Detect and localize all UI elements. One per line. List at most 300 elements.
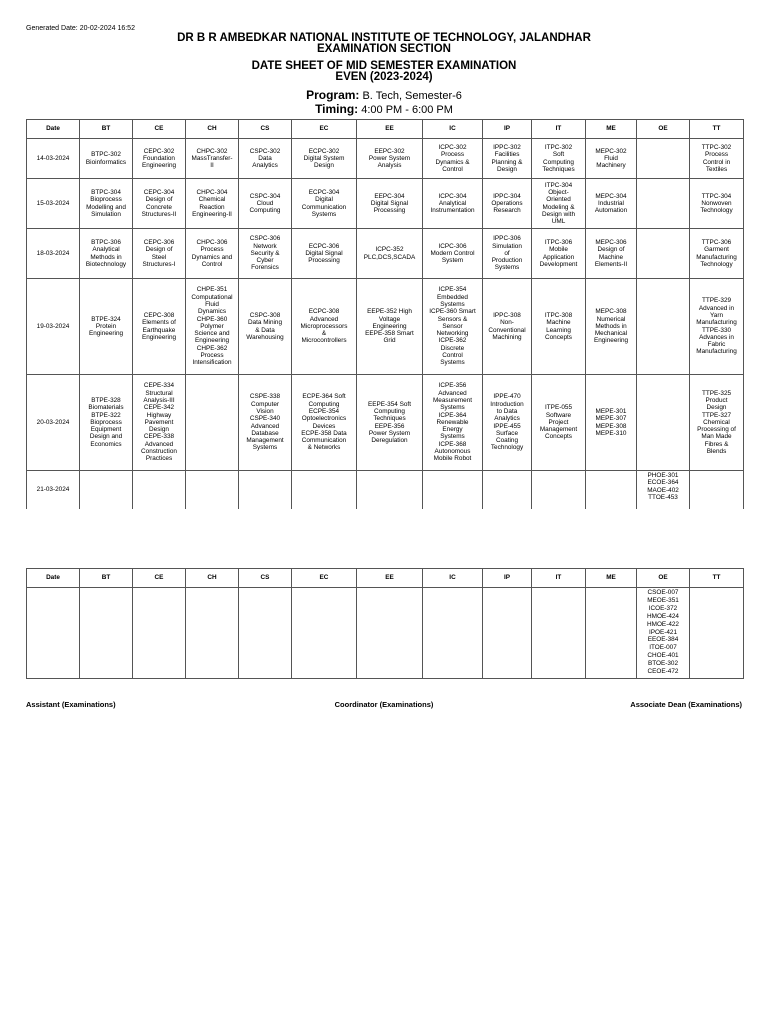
course-cell [532, 139, 586, 179]
course-text: TTPC-306 [701, 238, 732, 246]
course-text: & Data [255, 326, 275, 334]
exam-date: 18-03-2024 [27, 229, 80, 279]
course-cell [483, 229, 532, 279]
course-text: Systems [440, 404, 465, 412]
course-cell [239, 471, 292, 509]
course-text: Earthquake [142, 326, 176, 334]
course-text: Elements-II [594, 260, 628, 268]
course-cell [133, 139, 186, 179]
course-text: EEPC-302 [374, 147, 405, 155]
course-text: Digital System [303, 154, 345, 162]
course-cell [423, 375, 483, 471]
course-text: Communication [301, 437, 347, 445]
course-text: Forensics [251, 264, 279, 272]
course-text: Techniques [373, 415, 406, 423]
table-row [27, 229, 744, 279]
course-text: Construction [141, 448, 177, 456]
course-text: EEPE-354 Soft [368, 400, 411, 408]
column-header-me: ME [586, 569, 637, 588]
course-text: Engineering [141, 333, 177, 341]
course-text: Analytical [438, 199, 467, 207]
column-header-ec: EC [292, 120, 357, 139]
course-cell [690, 139, 744, 179]
column-header-it: IT [532, 120, 586, 139]
course-cell [80, 229, 133, 279]
course-text: Processing of [697, 426, 736, 434]
course-text: EEPE-352 High [367, 308, 412, 316]
course-text: Bioprocess [90, 196, 122, 204]
course-text: Measurement [432, 396, 473, 404]
course-cell [239, 139, 292, 179]
course-text: Blends [706, 448, 727, 456]
course-cell [80, 139, 133, 179]
course-text: MEPC-306 [595, 238, 627, 246]
course-text: Design [706, 404, 727, 412]
course-cell [423, 588, 483, 679]
course-text: Intensification [192, 359, 232, 367]
exam-date: 20-03-2024 [27, 375, 80, 471]
course-cell [423, 139, 483, 179]
course-text: Operations [491, 199, 523, 207]
course-text: Design with [541, 210, 576, 218]
course-text: Network [253, 242, 277, 250]
course-text: Bioprocess [90, 418, 122, 426]
program-line [0, 89, 768, 102]
course-text: Sensor [442, 322, 463, 330]
course-text: Techniques [542, 165, 575, 173]
course-text: Methods in [90, 253, 122, 261]
course-text: to Data [496, 407, 518, 415]
course-text: Modern Control [430, 249, 475, 257]
course-text: CEPC-302 [143, 147, 175, 155]
column-header-ec: EC [292, 569, 357, 588]
course-text: ECPC-304 [308, 188, 340, 196]
course-text: Fabric [707, 341, 726, 349]
column-header-tt: TT [690, 569, 744, 588]
timing-label: Timing: [315, 102, 359, 116]
course-text: Reaction [199, 203, 225, 211]
course-cell [690, 375, 744, 471]
course-text: Optoelectronics [301, 415, 347, 423]
course-text: IPPE-455 [493, 422, 521, 430]
course-cell [637, 279, 690, 375]
course-text: CHPC-304 [196, 188, 228, 196]
course-text: MEPE-301 [595, 407, 627, 415]
table-header-row [27, 120, 744, 139]
course-text: CHPE-360 [196, 315, 228, 323]
course-cell [133, 375, 186, 471]
course-text: Security & [250, 249, 280, 257]
course-text: Object- [548, 188, 569, 196]
course-text: Mobile [549, 246, 568, 254]
course-text: Computing [249, 207, 281, 215]
course-text: ICPC-304 [438, 192, 467, 200]
course-cell [637, 375, 690, 471]
course-text: ICPE-364 [438, 411, 467, 419]
course-text: Manufacturing [696, 348, 737, 356]
course-text: System [441, 257, 464, 265]
course-text: ITPC-302 [544, 143, 573, 151]
course-text: Design of [145, 196, 173, 204]
course-text: Design of [597, 246, 625, 254]
course-cell [133, 588, 186, 679]
course-text: Fibres & [704, 440, 729, 448]
course-text: Sensors & [437, 315, 468, 323]
course-cell [483, 139, 532, 179]
course-text: Discrete [440, 344, 465, 352]
course-text: Non- [500, 319, 514, 327]
course-text: Conventional [488, 326, 526, 334]
course-text: CHPE-351 [196, 286, 228, 294]
course-text: Database [251, 429, 279, 437]
course-text: Economics [90, 440, 122, 448]
course-cell [239, 588, 292, 679]
column-header-date: Date [27, 120, 80, 139]
course-text: ECPE-364 Soft [302, 393, 346, 401]
course-text: Grid [383, 337, 396, 345]
course-text: Nonwoven [701, 199, 732, 207]
column-header-bt: BT [80, 120, 133, 139]
column-header-ip: IP [483, 569, 532, 588]
course-text: CEPE-342 [143, 404, 175, 412]
course-cell [586, 279, 637, 375]
course-text: & [321, 330, 327, 338]
course-cell [637, 139, 690, 179]
course-text: Advanced in [698, 304, 735, 312]
course-cell [292, 229, 357, 279]
course-text: Systems [440, 300, 465, 308]
course-cell [80, 588, 133, 679]
course-text: Data Mining [247, 319, 283, 327]
course-text: Development [539, 260, 578, 268]
course-cell [186, 179, 239, 229]
course-text: Production [491, 257, 523, 265]
course-text: Application [542, 253, 575, 261]
course-text: Computing [374, 407, 405, 415]
course-text: Advances in [699, 333, 734, 341]
course-text: Process [200, 352, 224, 360]
course-text: ECPE-354 [308, 407, 340, 415]
column-header-oe: OE [637, 120, 690, 139]
course-cell [357, 179, 423, 229]
course-cell [532, 279, 586, 375]
course-text: HMOE-422 [647, 620, 679, 628]
course-text: CEPC-306 [143, 238, 175, 246]
course-text: Management [539, 426, 578, 434]
course-text: Renewable [436, 418, 469, 426]
course-text: ICOE-372 [648, 604, 678, 612]
table-row [27, 279, 744, 375]
course-text: Computing [308, 400, 340, 408]
course-text: MEOE-351 [647, 596, 679, 604]
course-text: ITPC-304 [544, 181, 573, 189]
course-cell [80, 179, 133, 229]
course-text: Instrumentation [430, 207, 475, 215]
program-label: Program: [306, 88, 360, 102]
course-text: Methods in [595, 322, 627, 330]
dean-signature: Associate Dean (Examinations) [630, 700, 742, 709]
course-text: Processing [308, 257, 340, 265]
course-text: Foundation [143, 154, 175, 162]
course-text: Simulation [91, 210, 121, 218]
course-text: Fluid [604, 154, 618, 162]
datesheet-heading: DATE SHEET OF MID SEMESTER EXAMINATION [251, 60, 517, 72]
course-text: Design of [145, 246, 173, 254]
table-row [27, 139, 744, 179]
course-text: Systems [494, 264, 520, 272]
course-text: Design [497, 165, 517, 173]
course-text: IPOE-421 [648, 628, 678, 636]
course-text: Polymer [200, 322, 224, 330]
course-text: Engineering [88, 330, 124, 338]
course-text: Manufacturing [696, 253, 737, 261]
institute-title [0, 33, 768, 55]
course-text: TTPE-330 [701, 326, 732, 334]
course-cell [586, 375, 637, 471]
column-header-ce: CE [133, 569, 186, 588]
assistant-signature: Assistant (Examinations) [26, 700, 116, 709]
course-text: Modeling & [542, 203, 575, 211]
course-text: UML [551, 218, 566, 226]
course-text: ECOE-364 [647, 479, 679, 487]
course-text: ICPE-356 [438, 382, 467, 390]
course-cell [423, 179, 483, 229]
course-text: CEPC-304 [143, 188, 175, 196]
generated-date: Generated Date: 20-02-2024 16:52 [26, 25, 135, 32]
course-text: Engineering-II [192, 210, 232, 218]
course-text: Advanced [438, 389, 467, 397]
course-text: ECPE-358 Data [301, 429, 347, 437]
course-text: Learning [546, 326, 571, 334]
course-text: IPPC-304 [493, 192, 521, 200]
course-cell [690, 588, 744, 679]
course-text: PLC,DCS,SCADA [363, 253, 416, 261]
timing-value: 4:00 PM - 6:00 PM [358, 104, 453, 116]
course-text: Analysis-III [143, 396, 175, 404]
course-text: Science and [194, 330, 230, 338]
course-text: Systems [311, 210, 337, 218]
course-text: EEPC-304 [374, 192, 405, 200]
course-text: Systems [440, 433, 465, 441]
course-text: Design and [89, 433, 123, 441]
course-cell [690, 229, 744, 279]
course-text: Digital [315, 196, 333, 204]
course-text: Process [704, 151, 729, 159]
course-cell [133, 471, 186, 509]
course-text: MEPC-304 [595, 192, 627, 200]
course-text: Microprocessors [300, 322, 348, 330]
course-text: TTPE-325 [701, 389, 732, 397]
course-text: Biotechnology [85, 260, 127, 268]
institute-name: DR B R AMBEDKAR NATIONAL INSTITUTE OF TECHNOLOGY, JALANDHAR [177, 32, 591, 44]
course-cell [292, 179, 357, 229]
course-text: TTOE-453 [648, 493, 678, 501]
course-text: Product [705, 396, 728, 404]
course-cell [637, 229, 690, 279]
course-text: Analysis [377, 162, 402, 170]
course-cell [292, 279, 357, 375]
course-text: Deregulation [371, 437, 408, 445]
course-text: MEPE-310 [595, 429, 627, 437]
course-cell [239, 229, 292, 279]
course-text: MEPC-302 [595, 147, 627, 155]
course-cell [133, 229, 186, 279]
course-text: ECPC-302 [308, 147, 340, 155]
column-header-cs: CS [239, 120, 292, 139]
course-text: Systems [440, 359, 465, 367]
course-text: IPPC-306 [493, 235, 521, 243]
table-row [27, 179, 744, 229]
table-row [27, 588, 744, 679]
course-text: Dynamics [197, 308, 227, 316]
course-text: Structural [145, 389, 173, 397]
course-cell [186, 229, 239, 279]
course-cell [186, 471, 239, 509]
course-text: Elements of [142, 319, 176, 327]
course-text: Control [201, 260, 223, 268]
course-text: Systems [252, 444, 278, 452]
course-text: Garment [704, 246, 729, 254]
course-text: Machine [598, 253, 624, 261]
column-header-ch: CH [186, 120, 239, 139]
course-text: Mobile Robot [433, 455, 472, 463]
course-text: Surface [495, 429, 519, 437]
course-text: CSPC-304 [249, 192, 281, 200]
course-text: Technology [700, 260, 733, 268]
course-text: Manufacturing [696, 319, 737, 327]
course-cell [637, 471, 690, 509]
course-cell [423, 229, 483, 279]
course-text: Advanced [144, 440, 174, 448]
course-text: Structures-I [142, 260, 176, 268]
course-text: Dynamics & [435, 158, 470, 166]
course-text: Simulation [492, 242, 522, 250]
course-cell [292, 588, 357, 679]
course-text: ICPC-306 [438, 242, 467, 250]
course-text: Concepts [545, 333, 572, 341]
course-text: IPPC-308 [493, 311, 521, 319]
course-text: Steel [151, 253, 167, 261]
column-header-ee: EE [357, 120, 423, 139]
course-text: Structures-II [141, 210, 177, 218]
course-text: MEPE-307 [595, 415, 627, 423]
course-text: Warehousing [246, 333, 284, 341]
course-text: Machinery [596, 162, 626, 170]
course-text: Planning & [491, 158, 523, 166]
course-text: Computer [250, 400, 280, 408]
course-cell [292, 139, 357, 179]
course-text: ITPC-306 [544, 238, 573, 246]
course-text: MassTransfer- [191, 154, 233, 162]
course-text: Oriented [546, 196, 571, 204]
course-cell [357, 375, 423, 471]
course-text: Machine [546, 319, 571, 327]
course-cell [586, 471, 637, 509]
course-text: Textiles [705, 165, 728, 173]
column-header-ce: CE [133, 120, 186, 139]
course-text: Project [548, 418, 569, 426]
course-text: Modelling and [86, 203, 126, 211]
datesheet-title [0, 61, 768, 83]
course-cell [357, 139, 423, 179]
course-text: Voltage [378, 315, 401, 323]
course-cell [483, 471, 532, 509]
course-text: ITPC-308 [544, 311, 573, 319]
course-text: EEPE-358 Smart [365, 330, 414, 338]
course-text: PHOE-301 [647, 472, 679, 479]
column-header-ch: CH [186, 569, 239, 588]
course-text: Autonomous [434, 448, 471, 456]
course-cell [357, 588, 423, 679]
course-text: Facilities [494, 151, 520, 159]
course-text: Advanced [309, 315, 339, 323]
course-cell [483, 179, 532, 229]
course-text: CEPE-338 [143, 433, 175, 441]
course-text: Highway [146, 411, 172, 419]
course-text: Practices [145, 455, 173, 463]
column-header-tt: TT [690, 120, 744, 139]
course-cell [357, 279, 423, 375]
course-text: MAOE-402 [647, 486, 679, 494]
course-cell [357, 471, 423, 509]
course-text: MEPE-308 [595, 422, 627, 430]
course-text: Software [545, 411, 572, 419]
table-row [27, 471, 744, 509]
course-text: BTPE-328 [91, 396, 121, 404]
course-text: II [210, 162, 214, 170]
course-text: Devices [312, 422, 336, 430]
course-text: Technology [700, 207, 733, 215]
timing-line [0, 103, 768, 116]
course-cell [690, 471, 744, 509]
course-text: Yarn [709, 311, 724, 319]
course-text: Digital Signal [370, 199, 409, 207]
course-text: Analytics [494, 415, 520, 423]
course-text: MEPC-308 [595, 308, 627, 316]
course-text: Dynamics and [191, 253, 233, 261]
course-cell [80, 375, 133, 471]
course-cell [186, 588, 239, 679]
course-cell [483, 375, 532, 471]
course-text: Man Made [701, 433, 732, 441]
course-text: ICPE-360 Smart [429, 308, 476, 316]
course-text: Networking [436, 330, 469, 338]
column-header-oe: OE [637, 569, 690, 588]
course-text: CSPE-340 [249, 415, 281, 423]
course-text: CHOE-401 [647, 652, 679, 660]
course-text: Digital Signal [305, 249, 343, 257]
column-header-ip: IP [483, 120, 532, 139]
datesheet-table-continuation [26, 568, 744, 679]
course-text: Communication [301, 203, 347, 211]
course-cell [186, 139, 239, 179]
column-header-it: IT [532, 569, 586, 588]
course-text: Engineering [141, 162, 177, 170]
session-label: EVEN (2023-2024) [335, 71, 433, 83]
course-text: Bioinformatics [85, 158, 127, 166]
course-cell [423, 471, 483, 509]
datesheet-table [26, 119, 744, 509]
course-text: BTPC-302 [91, 151, 121, 159]
course-cell [532, 375, 586, 471]
course-cell [586, 139, 637, 179]
course-text: ICPC-302 [438, 143, 467, 151]
course-text: ITPE-055 [545, 404, 572, 412]
course-cell [80, 279, 133, 375]
course-text: TTPE-329 [701, 297, 732, 305]
course-text: CHPC-306 [196, 238, 228, 246]
course-text: ICPE-354 [438, 286, 467, 294]
